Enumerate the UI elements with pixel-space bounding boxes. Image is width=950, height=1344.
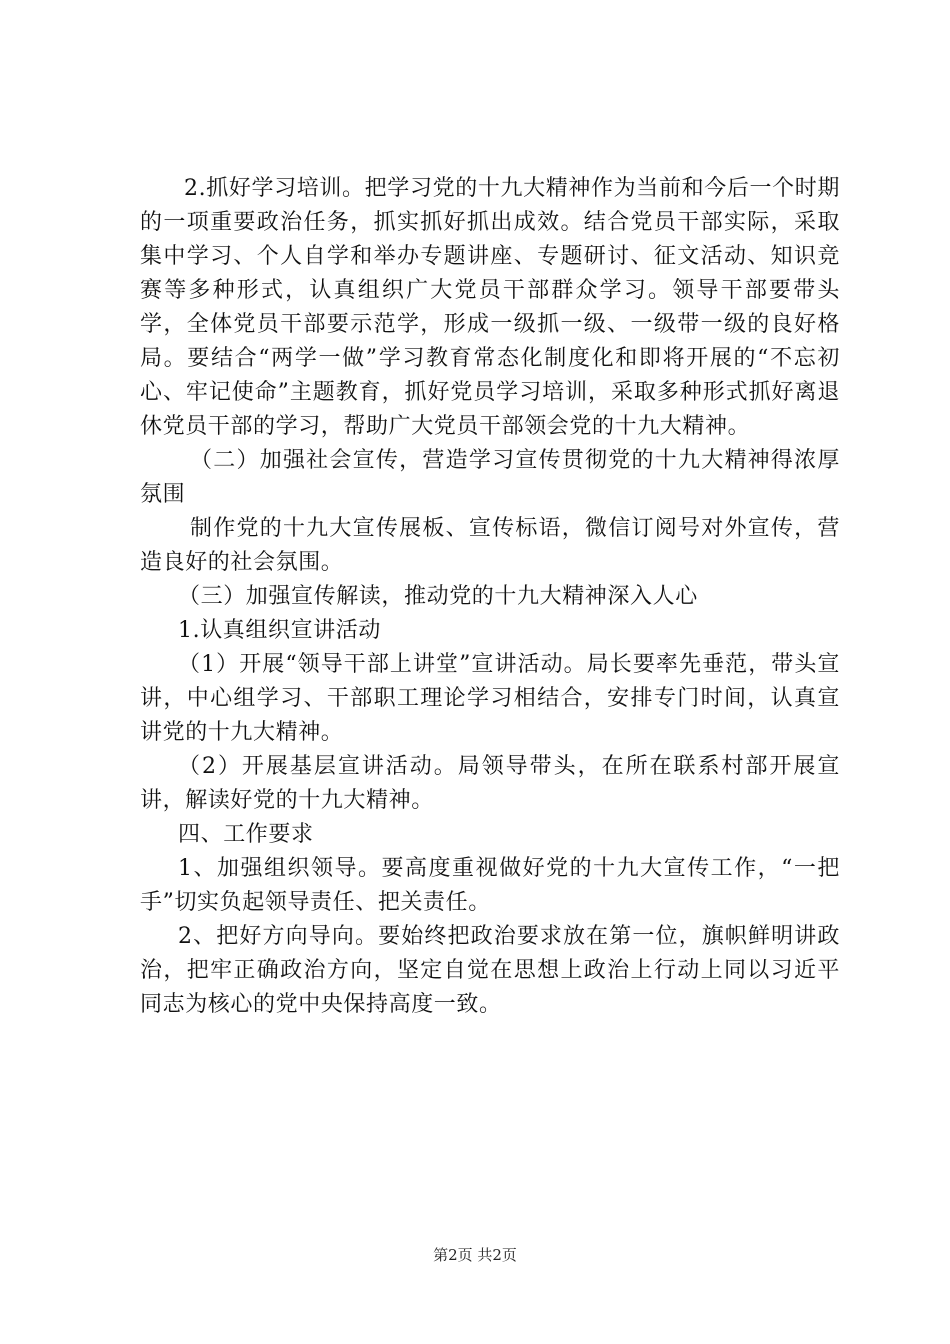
paragraph-organizational-leadership: 1、加强组织领导。要高度重视做好党的十九大宣传工作，“一把手”切实负起领导责任、把关责任。 — [140, 856, 840, 915]
paragraph-study-training: 2.抓好学习培训。把学习党的十九大精神作为当前和今后一个时期的一项重要政治任务，抓实抓好抓出成效。结合党员干部实际，采取集中学习、个人自学和举办专题讲座、专题研讨、征文活动、知识竞赛等多种形式，认真组织广大党员干部群众学习。领导干部要带头学，全体党员干部要示范学，形成一级抓一级、一级带一级的良好格局。要结合“两学一做”学习教育常态化制度化和即将开展的“不忘初心、牢记使命”主题教育，抓好党员学习培训，采取多种形式抓好离退休党员干部的学习，帮助广大党员干部领会党的十九大精神。 — [140, 176, 840, 439]
section-heading-interpretation: （三）加强宣传解读，推动党的十九大精神深入人心 — [178, 584, 698, 609]
paragraph-political-direction: 2、把好方向导向。要始终把政治要求放在第一位，旗帜鲜明讲政治，把牢正确政治方向，坚定自觉在思想上政治上行动上同以习近平同志为核心的党中央保持高度一致。 — [140, 924, 840, 1017]
section-heading-work-requirements: 四、工作要求 — [178, 822, 314, 847]
paragraph-publicity-boards: 制作党的十九大宣传展板、宣传标语，微信订阅号对外宣传，营造良好的社会氛围。 — [140, 516, 840, 575]
section-heading-social-publicity: （二）加强社会宣传，营造学习宣传贯彻党的十九大精神得浓厚氛围 — [140, 448, 840, 507]
document-body — [140, 172, 840, 1022]
paragraph-grassroots-lectures: （2）开展基层宣讲活动。局领导带头，在所在联系村部开展宣讲，解读好党的十九大精神。 — [140, 754, 840, 813]
page-footer: 第2页 共2页 — [433, 1246, 517, 1264]
subheading-lecture-activities: 1.认真组织宣讲活动 — [178, 618, 381, 643]
paragraph-leader-lectures: （1）开展“领导干部上讲堂”宣讲活动。局长要率先垂范，带头宣讲，中心组学习、干部职工理论学习相结合，安排专门时间，认真宣讲党的十九大精神。 — [140, 652, 840, 745]
